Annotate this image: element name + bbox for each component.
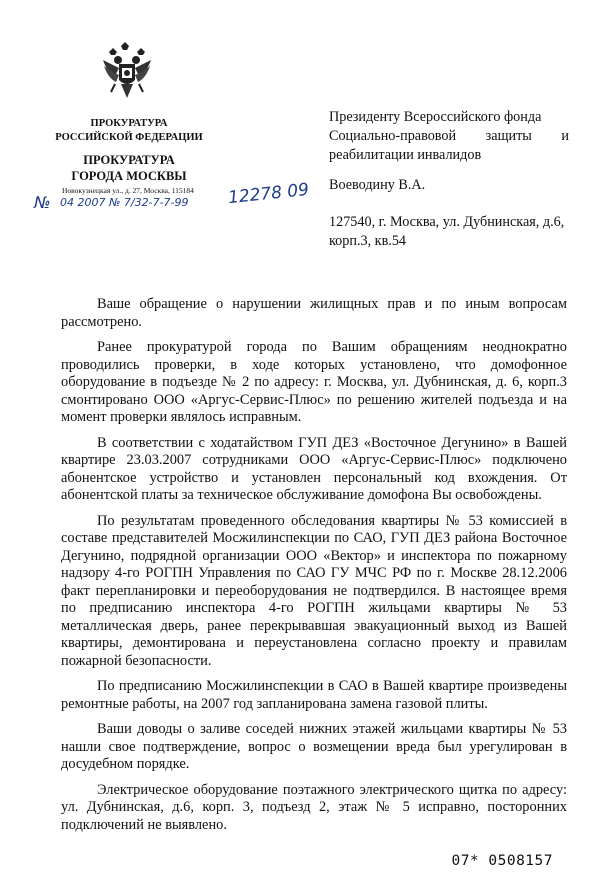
- recipient-name: Воеводину В.А.: [329, 177, 426, 193]
- paragraph-3: В соответствии с ходатайством ГУП ДЕЗ «Восточное Дегунино» в Вашей квартире 23.03.2007 сотрудниками ООО «Аргус-Сервис-Плюс» подключено абонентское устройство и установлен персональный код вхождения. От абонентской платы за техническое обслуживание домофона Вы освобождены.: [61, 434, 567, 503]
- paragraph-7: Электрическое оборудование поэтажного электрического щитка по адресу: ул. Дубнинская, д.6, корп. 3, подъезд 2, этаж № 5 исправно, посторонних подключений не выявлено.: [61, 781, 567, 833]
- sender-city-block: [44, 152, 214, 184]
- recipient-line-1: Президенту Всероссийского фонда: [329, 109, 542, 125]
- org-line-1: ПРОКУРАТУРА: [90, 118, 168, 129]
- city-line-1: ПРОКУРАТУРА: [83, 153, 175, 167]
- handwritten-registration-number: 12278 09: [227, 179, 310, 209]
- letter-body: [61, 296, 567, 842]
- handwritten-date-number: 04 2007 № 7/32-7-7-99: [60, 196, 189, 209]
- paragraph-5: По предписанию Мосжилинспекции в САО в Вашей квартире произведены ремонтные работы, на 2007 год запланирована замена газовой плиты.: [61, 678, 567, 712]
- sender-address: Новокузнецкая ул., д. 27, Москва, 115184: [62, 186, 194, 195]
- paragraph-6: Ваши доводы о заливе соседей нижних этажей жильцами квартиры № 53 нашли свое подтверждение, вопрос о возмещении вреда был урегулирован в досудебном порядке.: [61, 721, 567, 772]
- sender-org-block: [44, 117, 214, 145]
- form-serial-number: 07* 0508157: [451, 853, 553, 869]
- recipient-address: 127540, г. Москва, ул. Дубнинская, д.6, корп.3, кв.54: [329, 214, 565, 249]
- recipient-title: [329, 108, 569, 165]
- city-line-2: ГОРОДА МОСКВЫ: [71, 169, 187, 183]
- paragraph-2: Ранее прокуратурой города по Вашим обращениям неоднократно проводились проверки, в ходе которых установлено, что домофонное оборудование в подъезде № 2 по адресу: г. Москва, ул. Дубнинская, д. 6, корп.3 смонтировано ООО «Аргус-Сервис-Плюс» по решению жителей подъезда и на момент проверки являлось исправным.: [61, 339, 567, 425]
- org-line-2: РОССИЙСКОЙ ФЕДЕРАЦИИ: [55, 132, 203, 143]
- coat-of-arms-emblem: [101, 42, 153, 102]
- recipient-line-3: реабилитации инвалидов: [329, 147, 482, 163]
- handwritten-prefix: №: [34, 193, 51, 212]
- paragraph-4: По результатам проведенного обследования квартиры № 53 комиссией в составе представителей Мосжилинспекции по САО, ГУП ДЕЗ района Восточное Дегунино, подрядной организации ООО «Вектор» и инспектора по пожарному надзору 4-го РОГПН Управления по САО ГУ МЧС РФ по г. Москве 28.12.2006 факт перепланировки и переоборудования не подтвердился. В настоящее время по предписанию инспектора 4-го РОГПН жильцами квартиры № 53 металлическая дверь, ранее перекрывавшая эвакуационный выход из Вашей квартиры, демонтирована и переустановлена согласно проекту и правилам пожарной безопасности.: [61, 512, 567, 669]
- paragraph-1: Ваше обращение о нарушении жилищных прав и по иным вопросам рассмотрено.: [61, 296, 567, 330]
- recipient-line-2: Социально-правовой защиты и: [329, 128, 569, 144]
